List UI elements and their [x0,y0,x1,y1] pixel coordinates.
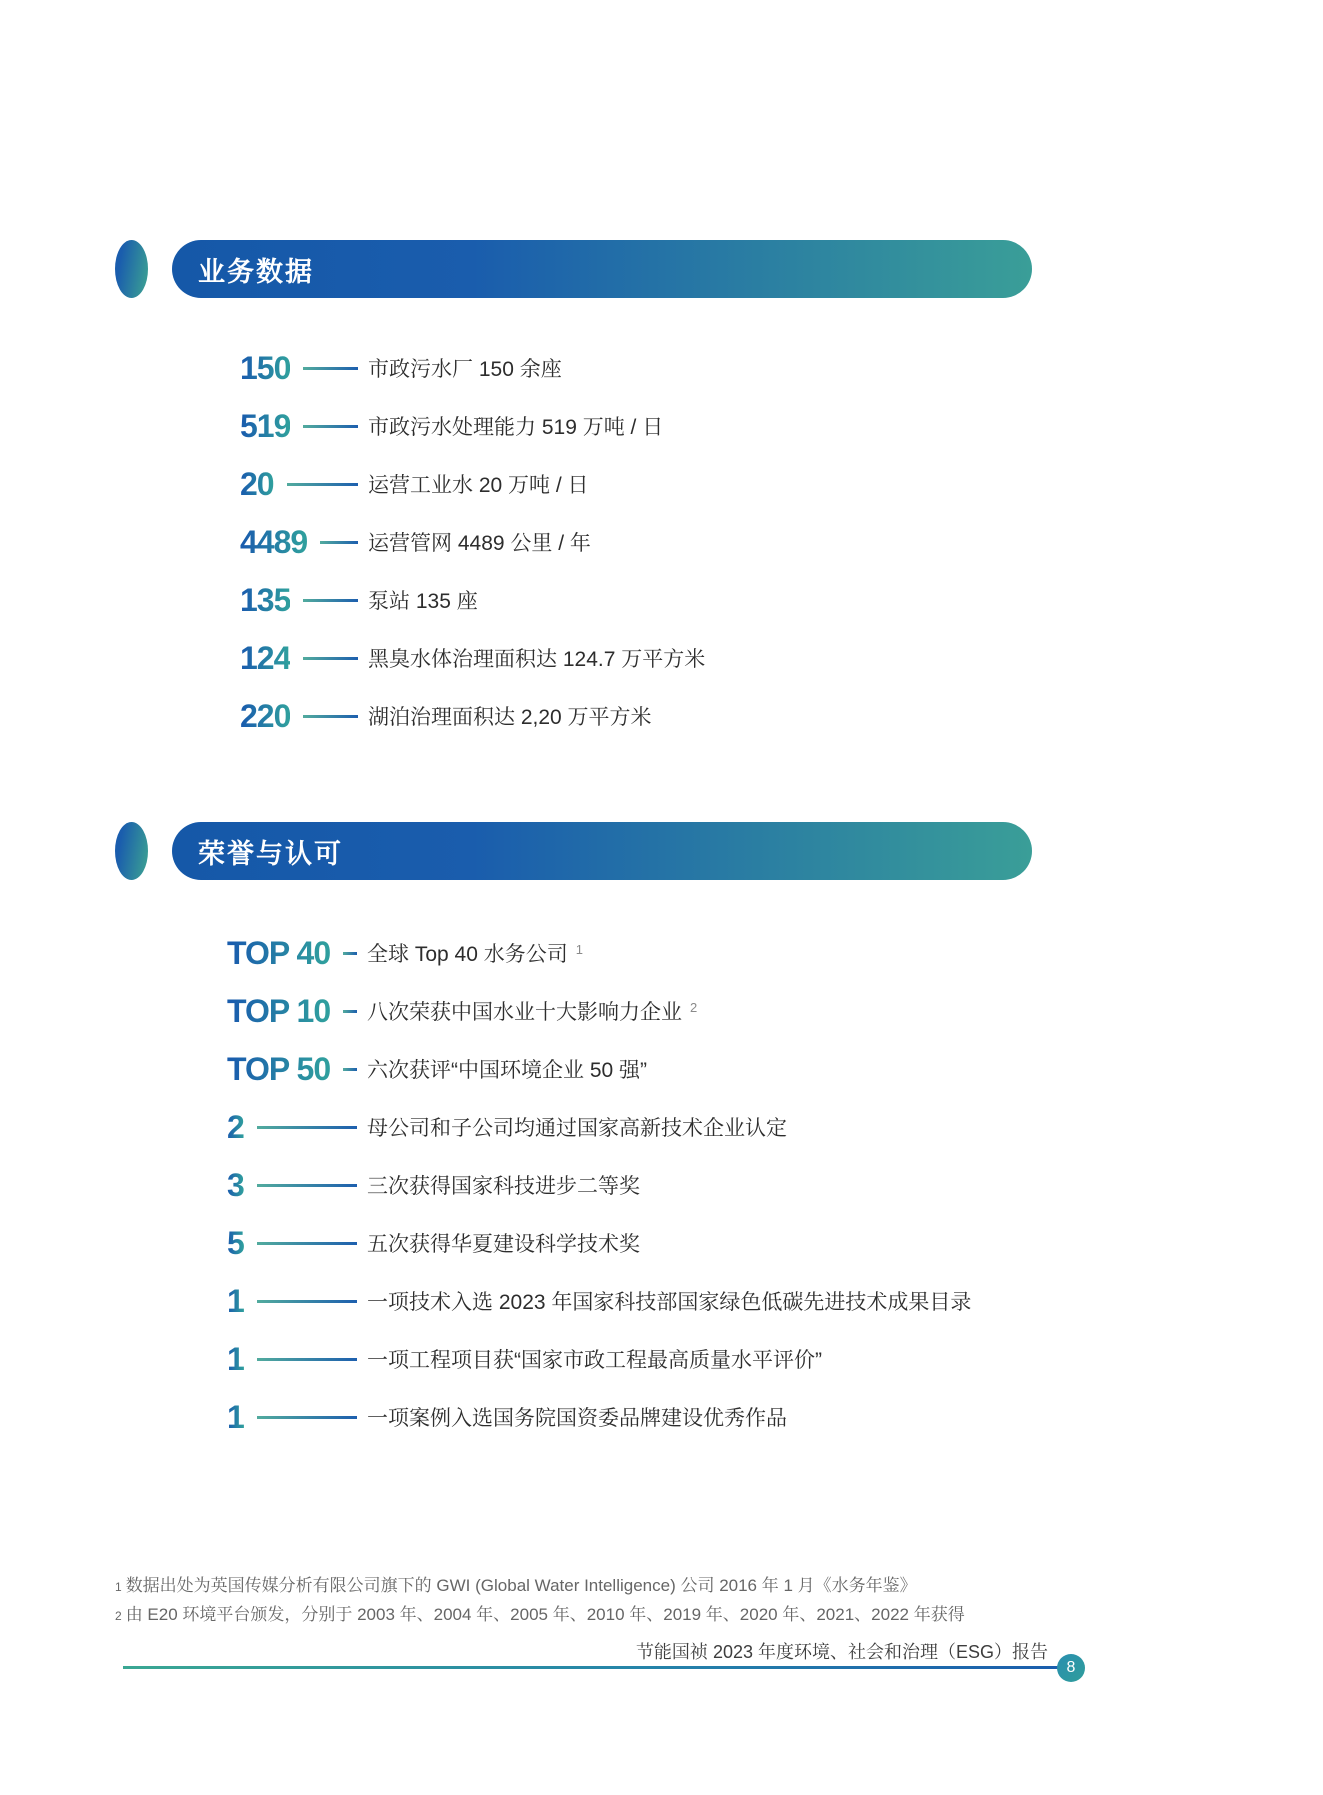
stat-label [367,938,583,968]
connector-line [257,1184,357,1187]
stat-numline [227,1401,367,1433]
stat-row [240,455,1100,513]
section-header-honors [172,822,1032,880]
page-number-badge: 8 [1057,1654,1085,1682]
stat-numline [227,937,367,969]
stat-row [227,1156,1187,1214]
stat-value: 124 [240,640,291,676]
stat-numline [240,410,368,442]
stat-label-text: 母公司和子公司均通过国家高新技术企业认定 [367,1117,787,1140]
stat-label-text: 运营管网 4489 公里 / 年 [368,532,591,555]
stat-row [240,629,1100,687]
stat-label [367,1054,647,1084]
footnote-ref: 2 [690,1000,698,1015]
stat-row [240,397,1100,455]
stat-label-text: 一项技术入选 2023 年国家科技部国家绿色低碳先进技术成果目录 [367,1291,972,1314]
connector-line [343,1068,357,1071]
footnotes [115,1572,1215,1630]
stat-row [227,924,1187,982]
stat-value: 220 [240,698,291,734]
stat-row [240,687,1100,745]
footnote-text: 由 E20 环境平台颁发，分别于 2003 年、2004 年、2005 年、2010 年、2019 年、2020 年、2021、2022 年获得 [125,1605,965,1624]
stat-label [368,469,589,499]
stat-row [227,1330,1187,1388]
footnote-marker: 1 [115,1580,122,1594]
footnote-item [115,1572,1215,1601]
stat-value: TOP 40 [227,935,331,971]
stat-label [368,643,705,673]
stat-numline [240,700,368,732]
stat-numline [227,1227,367,1259]
stat-value: 3 [227,1167,244,1203]
stat-label [367,996,697,1026]
footnote-item [115,1601,1215,1630]
stat-label [367,1112,787,1142]
stat-value: 1 [227,1283,244,1319]
footnote-text: 数据出处为英国传媒分析有限公司旗下的 GWI (Global Water Intelligence) 公司 2016 年 1 月《水务年鉴》 [125,1576,917,1595]
stat-label-text: 八次荣获中国水业十大影响力企业 [367,1001,682,1024]
stat-label [368,527,591,557]
stat-numline [240,584,368,616]
stat-label-text: 市政污水处理能力 519 万吨 / 日 [368,416,664,439]
stat-numline [240,642,368,674]
stat-value: 1 [227,1341,244,1377]
connector-line [320,541,358,544]
stat-numline [240,352,368,384]
stat-value: 20 [240,466,274,502]
stat-value: TOP 10 [227,993,331,1029]
connector-line [257,1416,357,1419]
connector-line [303,425,358,428]
stat-label [367,1170,640,1200]
stat-row [227,1214,1187,1272]
stat-row [240,339,1100,397]
stat-numline [227,1169,367,1201]
footnote-marker: 2 [115,1609,122,1623]
stat-value: TOP 50 [227,1051,331,1087]
connector-line [257,1126,357,1129]
stat-value: 135 [240,582,291,618]
stat-label-text: 泵站 135 座 [368,590,478,613]
stat-label-text: 一项案例入选国务院国资委品牌建设优秀作品 [367,1407,787,1430]
stat-label-text: 市政污水厂 150 余座 [368,358,562,381]
section-accent-ellipse [115,240,148,298]
stat-value: 519 [240,408,291,444]
connector-line [343,1010,357,1013]
stat-label-text: 三次获得国家科技进步二等奖 [367,1175,640,1198]
footnote-ref: 1 [575,942,583,957]
stat-label [368,701,652,731]
stat-row [227,1388,1187,1446]
stat-label-text: 黑臭水体治理面积达 124.7 万平方米 [368,648,706,671]
connector-line [287,483,358,486]
stat-label [368,411,663,441]
connector-line [343,952,357,955]
stat-value: 1 [227,1399,244,1435]
stat-label-text: 五次获得华夏建设科学技术奖 [367,1233,640,1256]
connector-line [303,715,358,718]
footer-divider [123,1666,1063,1669]
section-title: 业务数据 [198,256,314,287]
section-accent-ellipse [115,822,148,880]
stat-value: 4489 [240,524,308,560]
stat-value: 2 [227,1109,244,1145]
section-title: 荣誉与认可 [198,838,343,869]
footer-report-title: 节能国祯 2023 年度环境、社会和治理（ESG）报告 [635,1642,1048,1662]
stat-label-text: 湖泊治理面积达 2,20 万平方米 [368,706,652,729]
stat-numline [227,1111,367,1143]
stat-numline [240,526,368,558]
connector-line [303,599,358,602]
connector-line [257,1242,357,1245]
stat-label [367,1344,822,1374]
stat-label [367,1402,787,1432]
stat-label [368,353,562,383]
stat-value: 5 [227,1225,244,1261]
stat-label-text: 一项工程项目获“国家市政工程最高质量水平评价” [367,1349,822,1372]
stat-row [227,982,1187,1040]
connector-line [303,367,358,370]
stat-numline [240,468,368,500]
stat-label-text: 全球 Top 40 水务公司 [367,943,568,966]
stat-row [227,1272,1187,1330]
stat-row [240,571,1100,629]
connector-line [257,1358,357,1361]
stat-row [227,1098,1187,1156]
stat-label [367,1228,640,1258]
stat-row [240,513,1100,571]
stat-label-text: 六次获评“中国环境企业 50 强” [367,1059,648,1082]
stat-numline [227,995,367,1027]
stat-row [227,1040,1187,1098]
connector-line [257,1300,357,1303]
stat-numline [227,1343,367,1375]
connector-line [303,657,358,660]
stat-label-text: 运营工业水 20 万吨 / 日 [368,474,589,497]
business-stats-list [240,339,1100,745]
stat-label [367,1286,971,1316]
stat-numline [227,1053,367,1085]
section-header-business [172,240,1032,298]
stat-value: 150 [240,350,291,386]
stat-numline [227,1285,367,1317]
stat-label [368,585,478,615]
honors-stats-list [227,924,1187,1446]
